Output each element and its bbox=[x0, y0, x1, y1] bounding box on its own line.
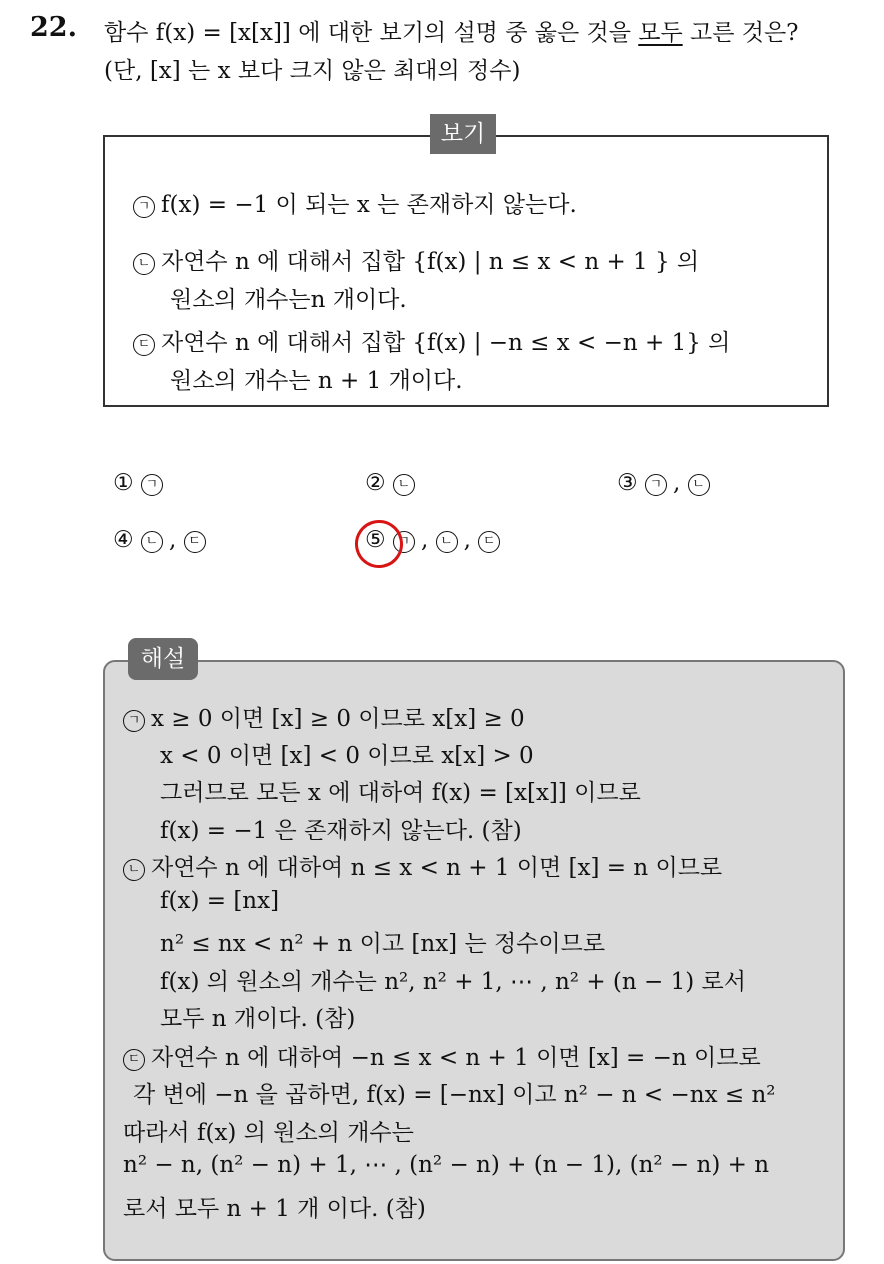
circled-mark: ㄴ bbox=[141, 531, 163, 553]
circled-mark: ㄷ bbox=[478, 531, 500, 553]
solution-line: 따라서 f(x) 의 원소의 개수는 bbox=[123, 1120, 414, 1146]
solution-line: 그러므로 모든 x 에 대하여 f(x) = [x[x]] 이므로 bbox=[160, 780, 641, 806]
question-number: 22. bbox=[30, 12, 77, 43]
solution-line: n² − n, (n² − n) + 1, ⋯ , (n² − n) + (n − 1), (n² − n) + n bbox=[123, 1152, 770, 1178]
circled-mark: ㄱ bbox=[141, 474, 163, 496]
circled-mark: ㄴ bbox=[123, 859, 145, 881]
bogi-label: 보기 bbox=[430, 114, 496, 154]
choice-2[interactable]: ② ㄴ bbox=[365, 470, 421, 496]
circled-mark: ㄱ bbox=[645, 474, 667, 496]
solution-line: f(x) 의 원소의 개수는 n², n² + 1, ⋯ , n² + (n − 1) 로서 bbox=[160, 969, 746, 995]
bogi-item-3: ㄷ 자연수 n 에 대해서 집합 {f(x) | −n ≤ x < −n + 1} 의 bbox=[133, 324, 730, 357]
circled-mark: ㄴ bbox=[393, 474, 415, 496]
question-stem: 함수 f(x) = [x[x]] 에 대한 보기의 설명 중 옳은 것을 모두 고른 것은? bbox=[104, 20, 799, 46]
solution-line: 모두 n 개이다. (참) bbox=[160, 1006, 356, 1032]
solution-line: n² ≤ nx < n² + n 이고 [nx] 는 정수이므로 bbox=[160, 931, 606, 957]
solution-line: ㄷ 자연수 n 에 대하여 −n ≤ x < n + 1 이면 [x] = −n 이므로 bbox=[123, 1039, 761, 1072]
solution-line: ㄱ x ≥ 0 이면 [x] ≥ 0 이므로 x[x] ≥ 0 bbox=[123, 700, 525, 733]
solution-line: 각 변에 −n 을 곱하면, f(x) = [−nx] 이고 n² − n < −nx ≤ n² bbox=[133, 1082, 776, 1108]
bogi-item-3-cont: 원소의 개수는 n + 1 개이다. bbox=[170, 368, 463, 394]
solution-line: ㄴ 자연수 n 에 대하여 n ≤ x < n + 1 이면 [x] = n 이므로 bbox=[123, 849, 722, 882]
choice-1[interactable]: ① ㄱ bbox=[113, 470, 169, 496]
circled-mark: ㄴ bbox=[688, 474, 710, 496]
circled-mark: ㄷ bbox=[133, 334, 155, 356]
circled-mark: ㄱ bbox=[393, 531, 415, 553]
bogi-item-2: ㄴ 자연수 n 에 대해서 집합 {f(x) | n ≤ x < n + 1 } 의 bbox=[133, 243, 699, 276]
circled-mark: ㄴ bbox=[436, 531, 458, 553]
solution-line: x < 0 이면 [x] < 0 이므로 x[x] > 0 bbox=[160, 743, 534, 769]
circled-mark: ㄴ bbox=[133, 253, 155, 275]
circled-mark: ㄷ bbox=[184, 531, 206, 553]
bogi-item-1: ㄱ f(x) = −1 이 되는 x 는 존재하지 않는다. bbox=[133, 186, 577, 219]
question-condition: (단, [x] 는 x 보다 크지 않은 최대의 정수) bbox=[104, 58, 521, 84]
choice-3[interactable]: ③ ㄱ , ㄴ bbox=[617, 470, 716, 496]
circled-mark: ㄱ bbox=[123, 710, 145, 732]
solution-line: 로서 모두 n + 1 개 이다. (참) bbox=[123, 1196, 426, 1222]
choice-4[interactable]: ④ ㄴ , ㄷ bbox=[113, 527, 212, 553]
choice-5[interactable]: ⑤ ㄱ , ㄴ , ㄷ bbox=[365, 527, 506, 553]
answer-mark-circle bbox=[351, 516, 408, 573]
underlined-word: 모두 bbox=[638, 20, 683, 46]
solution-line: f(x) = −1 은 존재하지 않는다. (참) bbox=[160, 818, 522, 844]
solution-label: 해설 bbox=[128, 638, 198, 680]
bogi-item-2-cont: 원소의 개수는n 개이다. bbox=[170, 287, 407, 313]
circled-mark: ㄷ bbox=[123, 1049, 145, 1071]
solution-line: f(x) = [nx] bbox=[160, 888, 280, 914]
circled-mark: ㄱ bbox=[133, 196, 155, 218]
